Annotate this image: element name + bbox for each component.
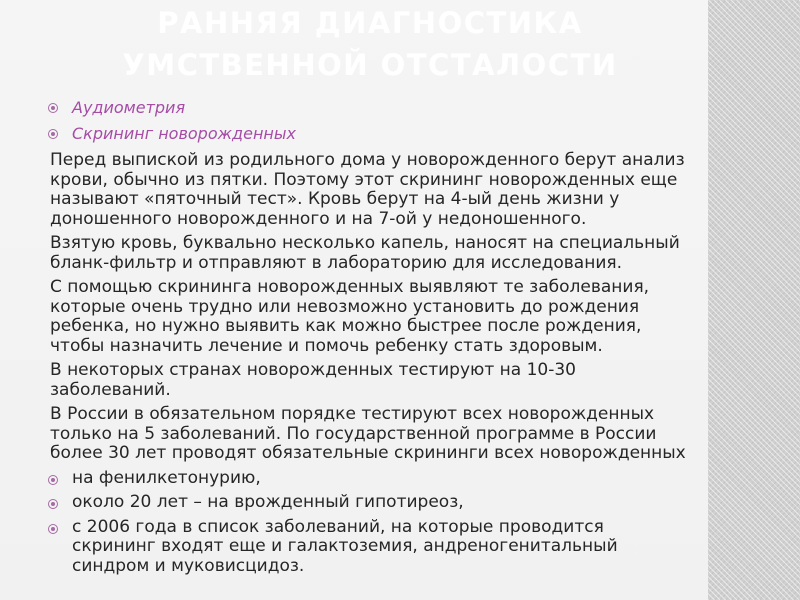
disease-list: [48, 469, 708, 577]
bullet-icon: [48, 475, 58, 485]
slide-content: [48, 95, 708, 576]
disease-line: около 20 лет – на врожденный гипотиреоз,: [72, 492, 464, 512]
paragraph-line: доношенного новорожденного и на 7-ой у недоношенного.: [50, 208, 587, 229]
bullet-icon: [48, 499, 58, 509]
paragraph-line: только на 5 заболеваний. По государственной программе в России: [50, 423, 657, 444]
paragraph-blood-sample: [48, 234, 708, 273]
slide-title-line-2: УМСТВЕННОЙ ОТСТАЛОСТИ: [122, 48, 618, 82]
topic-label: Аудиометрия: [72, 98, 186, 117]
paragraph-russia: [48, 405, 708, 464]
paragraph-line: крови, обычно из пятки. Поэтому этот скрининг новорожденных еще: [50, 169, 678, 190]
disease-item-additional: [48, 518, 708, 577]
paragraph-line: бланк-фильтр и отправляют в лабораторию для исследования.: [50, 252, 623, 273]
slide-title-line-1: РАННЯЯ ДИАГНОСТИКА: [157, 6, 583, 40]
disease-line: скрининг входят еще и галактоземия, андреногенитальный: [72, 536, 618, 556]
disease-item-hypothyroidism: [48, 493, 708, 513]
disease-line: синдром и муковисцидоз.: [72, 555, 305, 576]
paragraph-line: называют «пяточный тест». Кровь берут на 4-ый день жизни у: [50, 189, 620, 209]
paragraph-line: В некоторых странах новорожденных тестируют на 10-30: [50, 360, 576, 380]
paragraph-line: более 30 лет проводят обязательные скрининги всех новорожденных: [50, 443, 686, 463]
paragraph-screening-purpose: [48, 278, 708, 356]
paragraph-line: чтобы назначить лечение и помочь ребенку стать здоровым.: [50, 335, 603, 356]
bullet-icon: [48, 524, 58, 534]
paragraph-line: ребенка, но нужно выявить как можно быстрее после рождения,: [50, 316, 642, 336]
paragraph-line: В России в обязательном порядке тестируют всех новорожденных: [50, 404, 655, 424]
paragraph-other-countries: [48, 361, 708, 400]
bullet-icon: [48, 129, 58, 139]
paragraph-line: заболеваний.: [50, 379, 171, 400]
disease-line: с 2006 года в список заболеваний, на которые проводится: [72, 516, 604, 537]
paragraph-line: которые очень трудно или невозможно установить до рождения: [50, 296, 640, 317]
decorative-side-stripe: [708, 0, 800, 600]
paragraph-heel-test: [48, 151, 708, 229]
disease-item-phenylketonuria: [48, 469, 708, 489]
topic-item-newborn-screening: [48, 121, 708, 147]
paragraph-line: Перед выпиской из родильного дома у новорожденного берут анализ: [50, 150, 685, 170]
topic-list: [48, 95, 708, 147]
bullet-icon: [48, 103, 58, 113]
disease-line: на фенилкетонурию,: [72, 467, 261, 488]
topic-item-audiometry: [48, 95, 708, 121]
slide-title: [40, 2, 700, 86]
paragraph-line: С помощью скрининга новорожденных выявляют те заболевания,: [50, 277, 650, 297]
topic-label: Скрининг новорожденных: [72, 124, 296, 143]
paragraph-line: Взятую кровь, буквально несколько капель, наносят на специальный: [50, 233, 680, 253]
